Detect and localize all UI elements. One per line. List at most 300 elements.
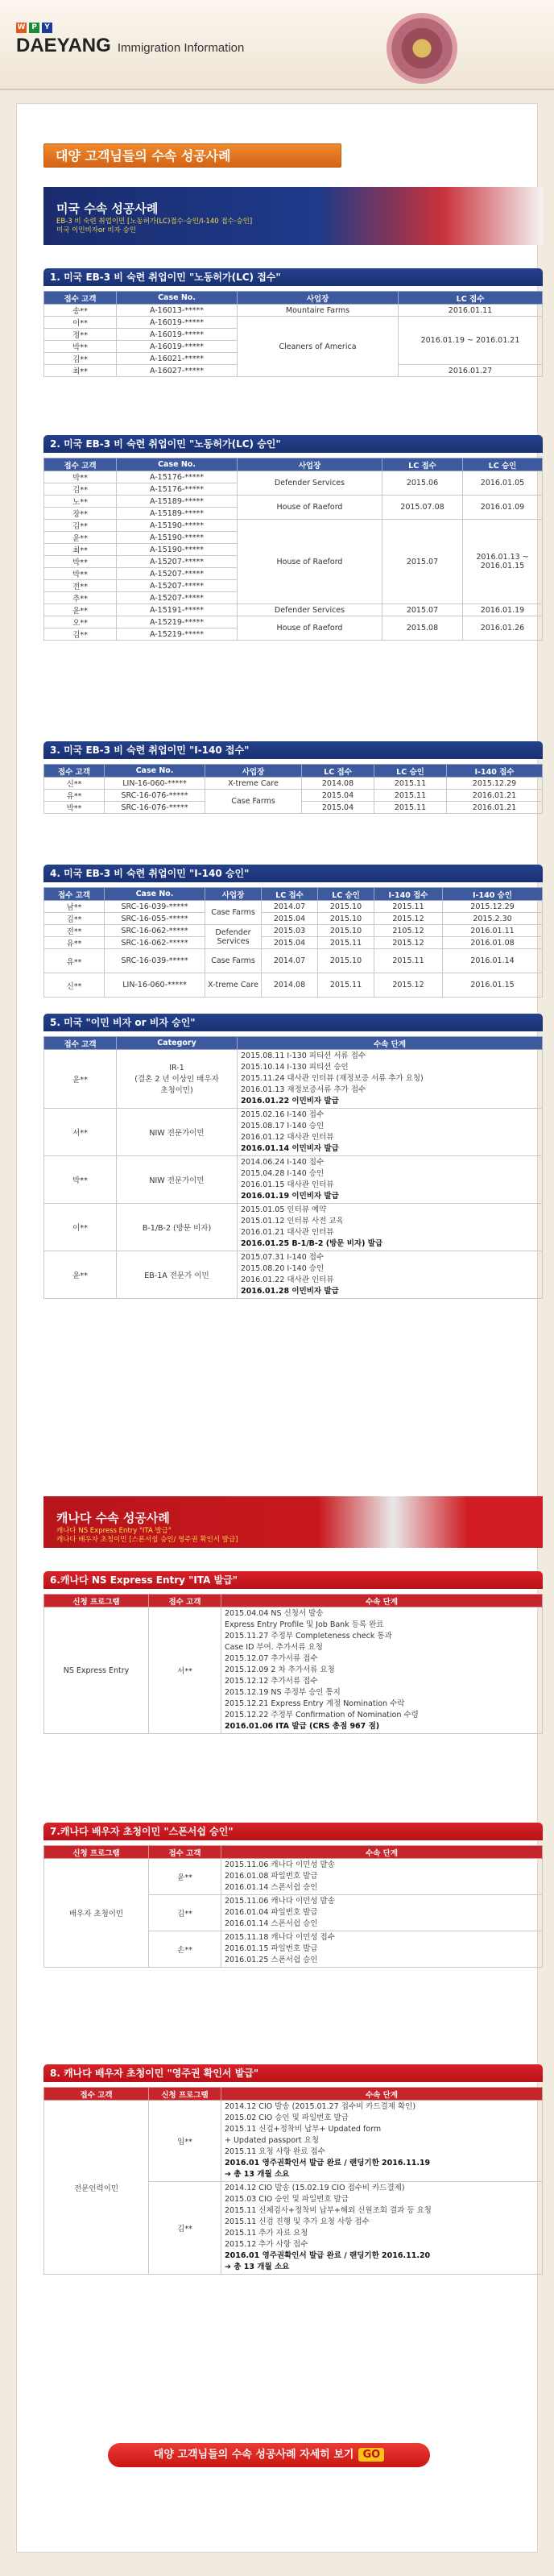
table-cell: SRC-16-039-***** xyxy=(105,901,205,913)
table-row xyxy=(44,790,543,802)
table-cell: A-15176-***** xyxy=(117,471,238,483)
data-table xyxy=(43,1845,543,1968)
table-cell: 2015.11 xyxy=(374,901,443,913)
table-cell: A-15189-***** xyxy=(117,508,238,520)
data-table xyxy=(43,2087,543,2275)
step-result-text: 2016.01.25 B-1/B-2 (방문 비자) 발급 xyxy=(241,1239,383,1248)
table-cell: 김** xyxy=(149,1895,221,1931)
table-row xyxy=(44,1109,543,1156)
table-cell: 2014.07 xyxy=(262,901,318,913)
steps-cell xyxy=(238,1109,543,1156)
step-line: 2015.10.14 I-130 피티션 승인 xyxy=(241,1063,349,1072)
table-cell: 2015.11 xyxy=(374,778,447,790)
column-header: 접수 고객 xyxy=(44,765,105,778)
step-line: 2015.11 추가 자료 요청 xyxy=(225,2229,308,2238)
banner-title: 미국 수속 성공사례 xyxy=(56,201,159,216)
table-row xyxy=(44,2101,543,2182)
table-cell: 박** xyxy=(44,471,117,483)
column-header: Category xyxy=(117,1037,238,1050)
table-cell: 2016.01.14 xyxy=(443,949,543,973)
table-cell: 2016.01.27 xyxy=(399,365,543,377)
table-cell: 신** xyxy=(44,973,105,998)
table-cell: 2014.08 xyxy=(262,973,318,998)
table-cell: 김** xyxy=(149,2182,221,2275)
table-row xyxy=(44,1251,543,1299)
site-header xyxy=(0,0,554,90)
logo-mark: P xyxy=(29,23,39,33)
table-cell: 2015.07 xyxy=(382,520,463,604)
table-row xyxy=(44,604,543,616)
column-header: 접수 고객 xyxy=(44,888,105,901)
table-cell: 노** xyxy=(44,496,117,508)
table-cell: 김** xyxy=(44,913,105,925)
step-result-text: 2016.01.06 ITA 발급 (CRS 총점 967 점) xyxy=(225,1722,380,1731)
column-header: 수속 단계 xyxy=(238,1037,543,1050)
table-cell: SRC-16-062-***** xyxy=(105,925,205,937)
header-row xyxy=(44,458,543,471)
table-cell: 김** xyxy=(44,520,117,532)
column-header: 접수 고객 xyxy=(44,1037,117,1050)
table-cell: 전문인력이민 xyxy=(44,2101,149,2275)
step-line: 2015.11.06 캐나다 이민성 발송 xyxy=(225,1897,335,1906)
step-line: 2016.01.15 파일번호 발급 xyxy=(225,1944,318,1953)
table-cell: A-15207-***** xyxy=(117,592,238,604)
table-cell: SRC-16-062-***** xyxy=(105,937,205,949)
table-cell: Defender Services xyxy=(238,604,382,616)
table-cell: 2015.11 xyxy=(318,973,374,998)
column-header: 수속 단계 xyxy=(221,2088,543,2101)
step-result xyxy=(225,2250,539,2262)
table-cell: 2015.08 xyxy=(382,616,463,641)
steps-cell xyxy=(221,1931,543,1968)
table-cell: 2015.06 xyxy=(382,471,463,496)
table-cell: Cleaners of America xyxy=(238,317,399,377)
table-cell: 박** xyxy=(44,1156,117,1204)
header-row xyxy=(44,292,543,305)
step-line: 2014.12 CIO 발송 (15.02.19 CIO 접수비 카드결제) xyxy=(225,2184,405,2192)
table-cell: 서** xyxy=(149,1607,221,1734)
table-cell: 2015.07 xyxy=(382,604,463,616)
column-header: LC 승인 xyxy=(318,888,374,901)
column-header: Case No. xyxy=(105,765,205,778)
column-header: Case No. xyxy=(117,458,238,471)
table-cell: SRC-16-076-***** xyxy=(105,802,205,814)
column-header: 접수 고객 xyxy=(149,1595,221,1607)
column-header: Case No. xyxy=(105,888,205,901)
table-cell: A-15207-***** xyxy=(117,556,238,568)
table-row xyxy=(44,1204,543,1251)
column-header: 수속 단계 xyxy=(221,1595,543,1607)
table-cell: 2016.01.08 xyxy=(443,937,543,949)
us-banner xyxy=(43,187,543,245)
step-line: 2015.11.06 캐나다 이민성 발송 xyxy=(225,1860,335,1869)
column-header: 사업장 xyxy=(238,458,382,471)
table-cell: 정** xyxy=(44,329,117,341)
step-result-text: 2016.01 영주권확인서 발급 완료 / 랜딩기한 2016.11.20 xyxy=(225,2251,431,2260)
table-cell: A-15190-***** xyxy=(117,544,238,556)
table-cell: 박** xyxy=(44,568,117,580)
table-cell: Mountaire Farms xyxy=(238,305,399,317)
category-cell xyxy=(117,1251,238,1299)
table-cell: 2016.01.13 ~ 2016.01.15 xyxy=(463,520,543,604)
table-cell: A-16013-***** xyxy=(117,305,238,317)
table-cell: 2016.01.11 xyxy=(443,925,543,937)
step-line: 2015.12.19 NS 주정부 승인 통지 xyxy=(225,1688,341,1697)
table-cell: 윤** xyxy=(44,1251,117,1299)
table-cell: 2016.01.19 xyxy=(463,604,543,616)
section-sponsorship xyxy=(43,1823,543,1968)
table-cell: 추** xyxy=(44,592,117,604)
header-row xyxy=(44,1037,543,1050)
view-more-button[interactable] xyxy=(108,2443,430,2467)
section-heading: 5. 미국 "이민 비자 or 비자 승인" xyxy=(43,1014,543,1031)
table-row xyxy=(44,1050,543,1109)
table-cell: X-treme Care xyxy=(205,973,262,998)
step-line: 2015.07.31 I-140 접수 xyxy=(241,1253,325,1262)
category-line: 초청이민) xyxy=(160,1085,193,1095)
table-cell: 2015.11 xyxy=(318,937,374,949)
section-heading: 8. 캐나다 배우자 초청이민 "영주권 확인서 발급" xyxy=(43,2064,543,2082)
banner-subtitle: EB-3 비 숙련 취업이민 [노동허가(LC)접수·승인/I-140 접수·승인] 미국 이민비자or 비자 승인 xyxy=(56,218,253,234)
table-cell: SRC-16-055-***** xyxy=(105,913,205,925)
table-cell: 2105.12 xyxy=(374,925,443,937)
table-cell: LIN-16-060-***** xyxy=(105,973,205,998)
column-header: I-140 승인 xyxy=(443,888,543,901)
table-cell: Case Farms xyxy=(205,901,262,925)
section-heading: 3. 미국 EB-3 비 숙련 취업이민 "I-140 접수" xyxy=(43,741,543,759)
table-row xyxy=(44,1156,543,1204)
table-cell: 2016.01.09 xyxy=(463,496,543,520)
table-cell: 2015.12 xyxy=(374,937,443,949)
table-cell: NS Express Entry xyxy=(44,1607,149,1734)
table-row xyxy=(44,925,543,937)
table-row xyxy=(44,471,543,483)
step-line: 2015.01.05 인터뷰 예약 xyxy=(241,1205,327,1214)
logo-mark: W xyxy=(17,23,26,31)
step-line: 2015.04.28 I-140 승인 xyxy=(241,1169,325,1178)
table-cell: 2016.01.15 xyxy=(443,973,543,998)
section-ns-express xyxy=(43,1571,543,1734)
step-line: + Updated passport 요청 xyxy=(225,2136,320,2145)
column-header: 접수 고객 xyxy=(44,292,117,305)
steps-cell xyxy=(221,1607,543,1734)
table-cell: 박** xyxy=(44,341,117,353)
table-cell: 2015.10 xyxy=(318,901,374,913)
section-lc-approval xyxy=(43,435,543,641)
step-result xyxy=(241,1191,539,1202)
table-cell: 유** xyxy=(44,937,105,949)
table-cell: 2014.08 xyxy=(302,778,374,790)
data-table xyxy=(43,1036,543,1299)
table-cell: 최** xyxy=(44,365,117,377)
table-cell: 박** xyxy=(44,802,105,814)
table-cell: LIN-16-060-***** xyxy=(105,778,205,790)
go-badge[interactable]: GO xyxy=(358,2448,384,2462)
table-cell: 이** xyxy=(44,317,117,329)
table-cell: Case Farms xyxy=(205,790,302,814)
step-line: 2014.12 CIO 발송 (2015.01.27 접수비 카드결제 확인) xyxy=(225,2102,416,2111)
table-cell: 2016.01.11 xyxy=(399,305,543,317)
table-cell: SRC-16-039-***** xyxy=(105,949,205,973)
step-result xyxy=(241,1286,539,1297)
category-cell xyxy=(117,1156,238,1204)
steps-cell xyxy=(221,2101,543,2182)
step-result-text: 2016.01.28 이민비자 발급 xyxy=(241,1287,339,1296)
column-header: 사업장 xyxy=(238,292,399,305)
table-cell: 이** xyxy=(44,1204,117,1251)
step-line: 2015.11 요청 사항 완료 접수 xyxy=(225,2147,325,2156)
section-heading: 6.캐나다 NS Express Entry "ITA 발급" xyxy=(43,1571,543,1589)
table-cell: 2014.07 xyxy=(262,949,318,973)
table-cell: A-15190-***** xyxy=(117,532,238,544)
step-line: Case ID 부여. 추가서류 요청 xyxy=(225,1643,323,1652)
section-lc-filing xyxy=(43,268,543,377)
table-cell: 2015.04 xyxy=(262,937,318,949)
step-line: 2016.01.22 대사관 인터뷰 xyxy=(241,1276,334,1284)
table-cell: A-15176-***** xyxy=(117,483,238,496)
table-cell: 2015.04 xyxy=(262,913,318,925)
table-row xyxy=(44,901,543,913)
table-row xyxy=(44,973,543,998)
step-line: 2015.02.16 I-140 접수 xyxy=(241,1110,325,1119)
step-line: 2015.08.11 I-130 피티션 서류 접수 xyxy=(241,1052,366,1060)
step-line: 2016.01.21 대사관 인터뷰 xyxy=(241,1228,334,1237)
table-cell: 2015.11 xyxy=(374,790,447,802)
table-row xyxy=(44,949,543,973)
category-cell xyxy=(117,1109,238,1156)
step-line: 2015.08.17 I-140 승인 xyxy=(241,1122,325,1130)
table-cell: 장** xyxy=(44,508,117,520)
section-i140-filing xyxy=(43,741,543,814)
table-row xyxy=(44,1859,543,1895)
step-result-text: 2016.01.14 이민비자 발급 xyxy=(241,1144,339,1153)
table-cell: 김** xyxy=(44,483,117,496)
table-row xyxy=(44,317,543,329)
header-row xyxy=(44,765,543,778)
table-cell: 2016.01.19 ~ 2016.01.21 xyxy=(399,317,543,365)
table-cell: House of Raeford xyxy=(238,520,382,604)
table-cell: 김** xyxy=(44,628,117,641)
brand-subtitle: Immigration Information xyxy=(117,41,245,55)
column-header: 신청 프로그램 xyxy=(149,2088,221,2101)
step-line: 2015.11.18 캐나다 이민성 접수 xyxy=(225,1933,335,1942)
column-header: 사업장 xyxy=(205,888,262,901)
table-row xyxy=(44,496,543,508)
table-cell: House of Raeford xyxy=(238,496,382,520)
banner-title: 캐나다 수속 성공사례 xyxy=(56,1511,170,1525)
table-cell: 배우자 초청이민 xyxy=(44,1859,149,1968)
step-line: 2015.12.09 2 차 추가서류 요청 xyxy=(225,1665,335,1674)
table-cell: A-16019-***** xyxy=(117,341,238,353)
table-cell: 2015.2.30 xyxy=(443,913,543,925)
table-cell: 윤** xyxy=(44,1050,117,1109)
table-cell: 전** xyxy=(44,580,117,592)
table-cell: 2015.12.29 xyxy=(447,778,543,790)
table-row xyxy=(44,616,543,628)
table-cell: 박** xyxy=(44,556,117,568)
table-cell: SRC-16-076-***** xyxy=(105,790,205,802)
column-header: 접수 고객 xyxy=(149,1846,221,1859)
step-line: 2016.01.25 스폰서쉽 승인 xyxy=(225,1956,318,1964)
step-result xyxy=(225,1721,539,1732)
table-cell: 2015.11 xyxy=(374,949,443,973)
table-cell: A-16021-***** xyxy=(117,353,238,365)
table-cell: 2015.04 xyxy=(302,802,374,814)
table-cell: 최** xyxy=(44,544,117,556)
step-total xyxy=(225,2262,539,2273)
step-result xyxy=(225,2158,539,2169)
table-cell: A-15190-***** xyxy=(117,520,238,532)
table-cell: 2015.12.29 xyxy=(443,901,543,913)
table-cell: 김** xyxy=(44,353,117,365)
section-heading: 2. 미국 EB-3 비 숙련 취업이민 "노동허가(LC) 승인" xyxy=(43,435,543,453)
step-line: 2015.11.24 대사관 인터뷰 (재정보증 서류 추가 요청) xyxy=(241,1074,424,1083)
step-line: 2015.11 신체검사+정착비 납부+해외 신원조회 결과 등 요청 xyxy=(225,2206,432,2215)
category-cell xyxy=(117,1050,238,1109)
logo[interactable] xyxy=(16,23,244,57)
step-total xyxy=(225,2169,539,2180)
table-cell: 송** xyxy=(44,305,117,317)
steps-cell xyxy=(221,2182,543,2275)
step-line: 2015.11.27 주정부 Completeness check 통과 xyxy=(225,1632,392,1641)
steps-cell xyxy=(238,1050,543,1109)
step-line: 2014.06.24 I-140 접수 xyxy=(241,1158,325,1167)
brand-name: DAEYANG xyxy=(16,35,111,56)
table-cell: A-15219-***** xyxy=(117,628,238,641)
section-heading: 1. 미국 EB-3 비 숙련 취업이민 "노동허가(LC) 접수" xyxy=(43,268,543,286)
table-cell: 2015.12 xyxy=(374,913,443,925)
flower-decoration xyxy=(387,13,457,84)
step-line: 2015.12.12 추가서류 접수 xyxy=(225,1677,318,1686)
step-line: 2015.12.22 주정부 Confirmation of Nomination 수령 xyxy=(225,1711,419,1719)
category-line: EB-1A 전문가 이민 xyxy=(144,1271,209,1280)
column-header: 수속 단계 xyxy=(221,1846,543,1859)
table-cell: 남** xyxy=(44,901,105,913)
header-row xyxy=(44,1595,543,1607)
category-line: (결혼 2 년 이상인 배우자 xyxy=(134,1074,219,1084)
step-result-text: 2016.01 영주권확인서 발급 완료 / 랜딩기한 2016.11.19 xyxy=(225,2159,431,2167)
table-cell: A-16027-***** xyxy=(117,365,238,377)
step-line: 2015.03 CIO 승인 및 파일번호 발급 xyxy=(225,2195,349,2204)
table-cell: A-16019-***** xyxy=(117,317,238,329)
table-row xyxy=(44,520,543,532)
table-cell: 오** xyxy=(44,616,117,628)
table-cell: 2015.04 xyxy=(302,790,374,802)
step-line: 2015.11 신검+정착비 납부+ Updated form xyxy=(225,2125,382,2134)
table-cell: 2016.01.21 xyxy=(447,802,543,814)
table-cell: 2015.10 xyxy=(318,913,374,925)
step-result xyxy=(241,1238,539,1250)
table-cell: A-15207-***** xyxy=(117,580,238,592)
table-cell: A-16019-***** xyxy=(117,329,238,341)
step-line: 2016.01.14 스폰서쉽 승인 xyxy=(225,1919,318,1928)
page-title: 대양 고객님들의 수속 성공사례 xyxy=(43,143,341,168)
table-cell: X-treme Care xyxy=(205,778,302,790)
logo-mark: Y xyxy=(42,23,52,33)
table-cell: 윤** xyxy=(44,532,117,544)
canada-banner xyxy=(43,1496,543,1548)
column-header: LC 접수 xyxy=(262,888,318,901)
table-cell: 2016.01.26 xyxy=(463,616,543,641)
table-cell: 전** xyxy=(44,925,105,937)
table-cell: 2015.03 xyxy=(262,925,318,937)
step-line: 2015.01.12 인터뷰 사전 교육 xyxy=(241,1217,344,1226)
table-row xyxy=(44,1607,543,1734)
step-line: 2016.01.15 대사관 인터뷰 xyxy=(241,1180,334,1189)
data-table xyxy=(43,291,543,377)
table-cell: 2016.01.21 xyxy=(447,790,543,802)
step-result xyxy=(241,1143,539,1155)
step-total-text: ➔ 총 13 개월 소요 xyxy=(225,2170,290,2179)
table-cell: 2015.11 xyxy=(374,802,447,814)
table-cell: Defender Services xyxy=(205,925,262,949)
step-result-text: 2016.01.19 이민비자 발급 xyxy=(241,1192,339,1201)
table-cell: House of Raeford xyxy=(238,616,382,641)
column-header: LC 접수 xyxy=(302,765,374,778)
table-cell: 윤** xyxy=(149,1859,221,1895)
column-header: 접수 고객 xyxy=(44,2088,149,2101)
table-cell: 2015.12 xyxy=(374,973,443,998)
column-header: LC 접수 xyxy=(382,458,463,471)
table-cell: 2015.07.08 xyxy=(382,496,463,520)
column-header: 신청 프로그램 xyxy=(44,1595,149,1607)
step-line: Express Entry Profile 및 Job Bank 등록 완료 xyxy=(225,1620,384,1629)
data-table xyxy=(43,764,543,814)
table-cell: 2015.10 xyxy=(318,925,374,937)
table-cell: 유** xyxy=(44,949,105,973)
section-heading: 4. 미국 EB-3 비 숙련 취업이민 "I-140 승인" xyxy=(43,865,543,882)
category-line: NIW 전문가이민 xyxy=(149,1176,205,1185)
steps-cell xyxy=(238,1156,543,1204)
table-cell: 서** xyxy=(44,1109,117,1156)
step-result-text: 2016.01.22 이민비자 발급 xyxy=(241,1097,339,1105)
category-line: IR-1 xyxy=(169,1063,184,1072)
table-cell: 2016.01.05 xyxy=(463,471,543,496)
table-cell: 임** xyxy=(149,2101,221,2182)
column-header: 접수 고객 xyxy=(44,458,117,471)
section-i140-approval xyxy=(43,865,543,998)
banner-subtitle: 캐나다 NS Express Entry "ITA 발급" 캐나다 배우자 초청이민 [스폰서쉽 승인/ 영주권 확인서 발급] xyxy=(56,1527,238,1544)
step-line: 2015.02 CIO 승인 및 파일번호 발급 xyxy=(225,2113,349,2122)
table-row xyxy=(44,913,543,925)
header-row xyxy=(44,2088,543,2101)
step-line: 2016.01.08 파일번호 발급 xyxy=(225,1872,318,1881)
table-cell: A-15191-***** xyxy=(117,604,238,616)
column-header: LC 접수 xyxy=(399,292,543,305)
step-line: 2016.01.04 파일번호 발급 xyxy=(225,1908,318,1917)
step-line: 2016.01.14 스폰서쉽 승인 xyxy=(225,1883,318,1892)
column-header: 신청 프로그램 xyxy=(44,1846,149,1859)
table-row xyxy=(44,305,543,317)
table-cell: Defender Services xyxy=(238,471,382,496)
steps-cell xyxy=(238,1251,543,1299)
category-line: NIW 전문가이민 xyxy=(149,1129,205,1138)
table-row xyxy=(44,937,543,949)
step-result xyxy=(241,1096,539,1107)
table-cell: A-15219-***** xyxy=(117,616,238,628)
steps-cell xyxy=(221,1895,543,1931)
step-line: 2015.12.21 Express Entry 계정 Nomination 수락 xyxy=(225,1699,405,1708)
table-row xyxy=(44,778,543,790)
section-immigrant-visa xyxy=(43,1014,543,1299)
column-header: LC 승인 xyxy=(374,765,447,778)
view-more-label: 대양 고객님들의 수속 성공사례 자세히 보기 xyxy=(153,2449,354,2461)
data-table xyxy=(43,458,543,641)
steps-cell xyxy=(238,1204,543,1251)
step-line: 2015.04.04 NS 신청서 발송 xyxy=(225,1609,324,1618)
column-header: I-140 접수 xyxy=(374,888,443,901)
category-cell xyxy=(117,1204,238,1251)
